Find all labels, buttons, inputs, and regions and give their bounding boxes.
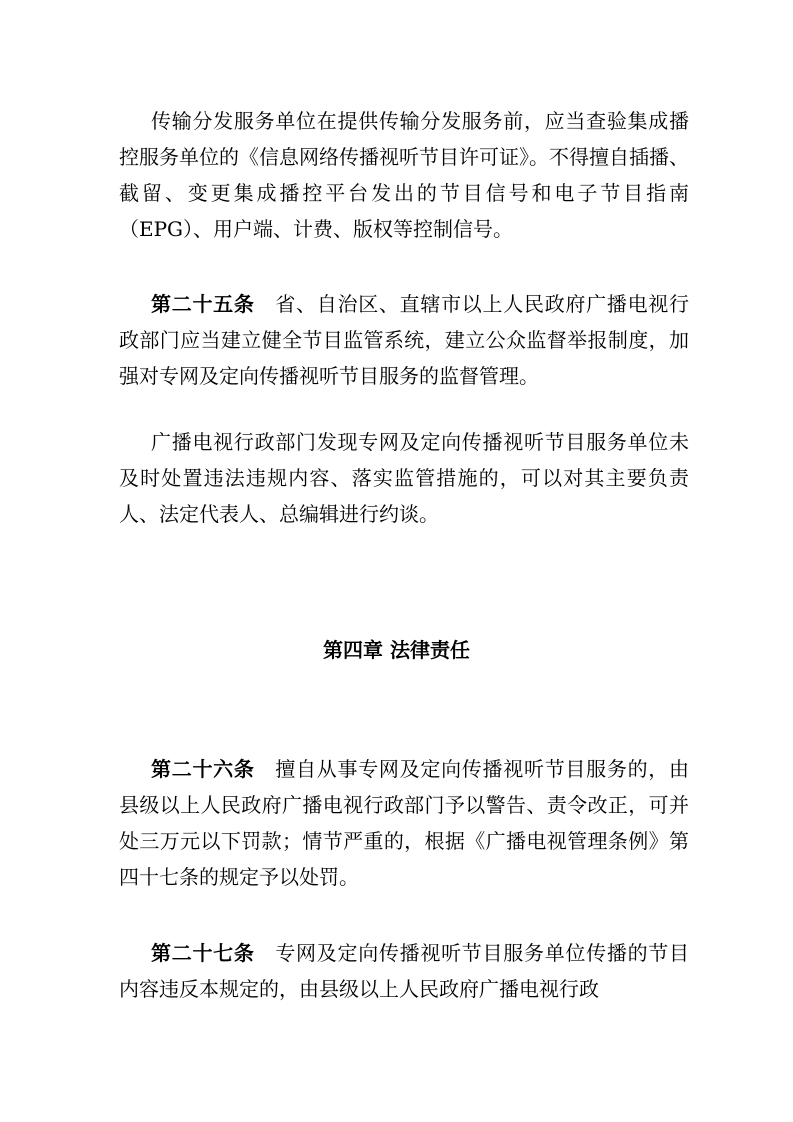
chapter-heading: 第四章 法律责任 xyxy=(323,638,470,662)
article-number: 第二十六条 xyxy=(151,757,255,781)
article-27 xyxy=(119,935,689,1007)
paragraph-transmission-distribution xyxy=(119,103,689,247)
paragraph-interview xyxy=(119,424,689,532)
article-number: 第二十七条 xyxy=(151,941,255,965)
paragraph-text: 传输分发服务单位在提供传输分发服务前，应当查验集成播控服务单位的《信息网络传播视听节目许可证》。不得擅自插播、截留、变更集成播控平台发出的节目信号和电子节目指南（EPG）、用户端、计费、版权等控制信号。 xyxy=(119,109,689,241)
article-26 xyxy=(119,751,689,895)
article-number: 第二十五条 xyxy=(151,292,255,316)
article-text: 省、自治区、直辖市以上人民政府广播电视行政部门应当建立健全节目监管系统，建立公众监督举报制度，加强对专网及定向传播视听节目服务的监督管理。 xyxy=(119,292,690,388)
article-text: 专网及定向传播视听节目服务单位传播的节目内容违反本规定的，由县级以上人民政府广播电视行政 xyxy=(119,941,690,1001)
article-text: 擅自从事专网及定向传播视听节目服务的，由县级以上人民政府广播电视行政部门予以警告、责令改正，可并处三万元以下罚款；情节严重的，根据《广播电视管理条例》第四十七条的规定予以处罚。 xyxy=(119,757,690,889)
paragraph-text: 广播电视行政部门发现专网及定向传播视听节目服务单位未及时处置违法违规内容、落实监管措施的，可以对其主要负责人、法定代表人、总编辑进行约谈。 xyxy=(119,430,689,526)
article-25 xyxy=(119,286,689,394)
